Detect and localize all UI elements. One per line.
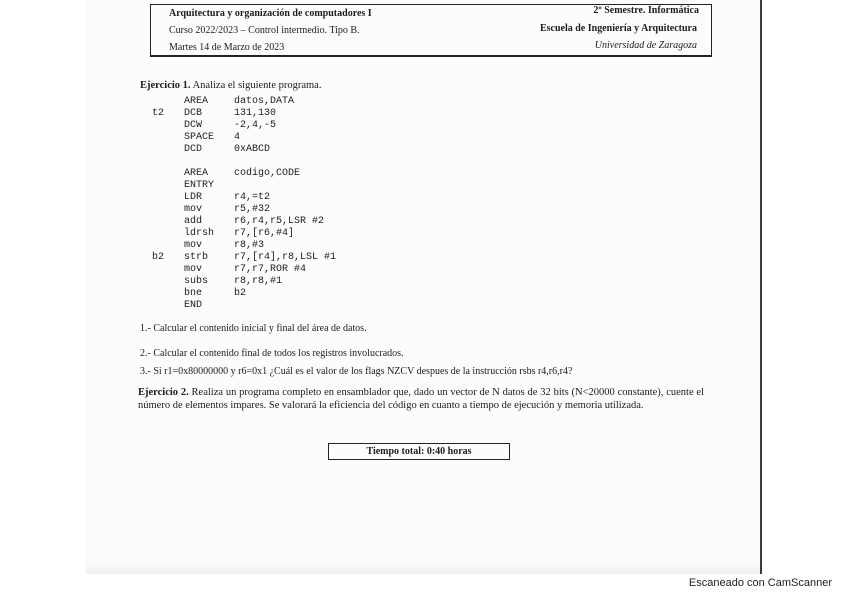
code-line <box>152 120 336 132</box>
code-label <box>152 264 184 276</box>
code-label <box>152 216 184 228</box>
code-line <box>152 264 336 276</box>
code-label <box>152 192 184 204</box>
code-opcode: AREA <box>184 96 209 107</box>
code-opcode: add <box>184 216 203 227</box>
code-operands: r7,r7,ROR #4 <box>234 264 307 275</box>
code-label: t2 <box>152 108 165 119</box>
code-operands: 0xABCD <box>234 144 271 155</box>
code-label <box>152 120 184 132</box>
university: Universidad de Zaragoza <box>594 40 697 51</box>
code-operands: 4 <box>234 132 241 143</box>
code-label <box>152 288 184 300</box>
page-shadow <box>86 560 762 574</box>
code-opcode: ENTRY <box>184 180 215 191</box>
code-opcode: strb <box>184 252 209 263</box>
code-opcode: DCB <box>184 108 203 119</box>
code-opcode: mov <box>184 264 203 275</box>
code-operands: r8,r8,#1 <box>234 276 283 287</box>
code-operands: r7,[r6,#4] <box>234 228 295 239</box>
code-opcode: bne <box>184 288 203 299</box>
code-label <box>152 132 184 144</box>
code-line <box>152 180 336 192</box>
code-operands: 131,130 <box>234 108 277 119</box>
code-line <box>152 228 336 240</box>
code-opcode: DCD <box>184 144 203 155</box>
code-label: b2 <box>152 252 165 263</box>
exercise-2-text: Realiza un programa completo en ensamblador que, dado un vector de N datos de 32 bits (N<20000 constante), cuente el número de elementos impares. Se valorará la eficiencia del código en cuanto a tiempo de ejecución y memoria utilizada. <box>138 387 704 411</box>
code-operands: b2 <box>234 288 247 299</box>
code-label <box>152 96 184 108</box>
question-2: 2.- Calcular el contenido final de todos los registros involucrados. <box>140 348 404 359</box>
code-opcode: mov <box>184 204 203 215</box>
code-opcode: END <box>184 300 203 311</box>
code-label <box>152 240 184 252</box>
page-edge <box>760 0 762 574</box>
code-opcode: subs <box>184 276 209 287</box>
code-opcode: SPACE <box>184 132 215 143</box>
course-title: Arquitectura y organización de computadores I <box>169 8 372 19</box>
code-opcode: DCW <box>184 120 203 131</box>
code-opcode: ldrsh <box>184 228 215 239</box>
code-line <box>152 300 336 312</box>
code-label <box>152 180 184 192</box>
code-operands: -2,4,-5 <box>234 120 277 131</box>
exercise-1-text: Analiza el siguiente programa. <box>192 80 322 91</box>
question-1: 1.- Calcular el contenido inicial y final del área de datos. <box>140 323 367 334</box>
code-line <box>152 252 336 264</box>
code-operands: r7,[r4],r8,LSL #1 <box>234 252 337 263</box>
school: Escuela de Ingeniería y Arquitectura <box>539 23 697 34</box>
code-label <box>152 168 184 180</box>
question-3: 3.- Si r1=0x80000000 y r6=0x1 ¿Cuál es el valor de los flags NZCV despues de la instrucción rsbs r4,r6,r4? <box>140 366 573 377</box>
assembly-code <box>152 96 336 312</box>
exercise-1-label: Ejercicio 1. <box>140 80 191 91</box>
total-time-box: Tiempo total: 0:40 horas <box>328 443 510 460</box>
camscanner-watermark: Escaneado con CamScanner <box>688 577 832 589</box>
semester: 2º Semestre. Informática <box>593 5 699 16</box>
code-block-data <box>152 96 336 156</box>
code-operands: r5,#32 <box>234 204 271 215</box>
code-line <box>152 288 336 300</box>
code-label <box>152 276 184 288</box>
code-line <box>152 276 336 288</box>
code-operands: codigo,CODE <box>234 168 301 179</box>
exercise-1-heading <box>140 80 321 91</box>
code-label <box>152 300 184 312</box>
code-line <box>152 192 336 204</box>
code-operands: r8,#3 <box>234 240 265 251</box>
code-opcode: AREA <box>184 168 209 179</box>
exercise-2 <box>138 386 704 412</box>
code-label <box>152 144 184 156</box>
code-opcode: LDR <box>184 192 203 203</box>
exercise-2-label: Ejercicio 2. <box>138 387 189 398</box>
exam-date: Martes 14 de Marzo de 2023 <box>169 42 285 53</box>
code-line <box>152 168 336 180</box>
code-line <box>152 240 336 252</box>
code-gap <box>152 156 336 168</box>
code-line <box>152 96 336 108</box>
code-label <box>152 228 184 240</box>
exam-header <box>150 4 712 57</box>
code-operands: r6,r4,r5,LSR #2 <box>234 216 325 227</box>
code-block-code <box>152 168 336 312</box>
code-opcode: mov <box>184 240 203 251</box>
code-operands: datos,DATA <box>234 96 295 107</box>
code-line <box>152 204 336 216</box>
code-line <box>152 144 336 156</box>
course-line: Curso 2022/2023 – Control intermedio. Tipo B. <box>169 25 360 36</box>
code-line <box>152 132 336 144</box>
code-label <box>152 204 184 216</box>
code-line <box>152 216 336 228</box>
code-line <box>152 108 336 120</box>
code-operands: r4,=t2 <box>234 192 271 203</box>
